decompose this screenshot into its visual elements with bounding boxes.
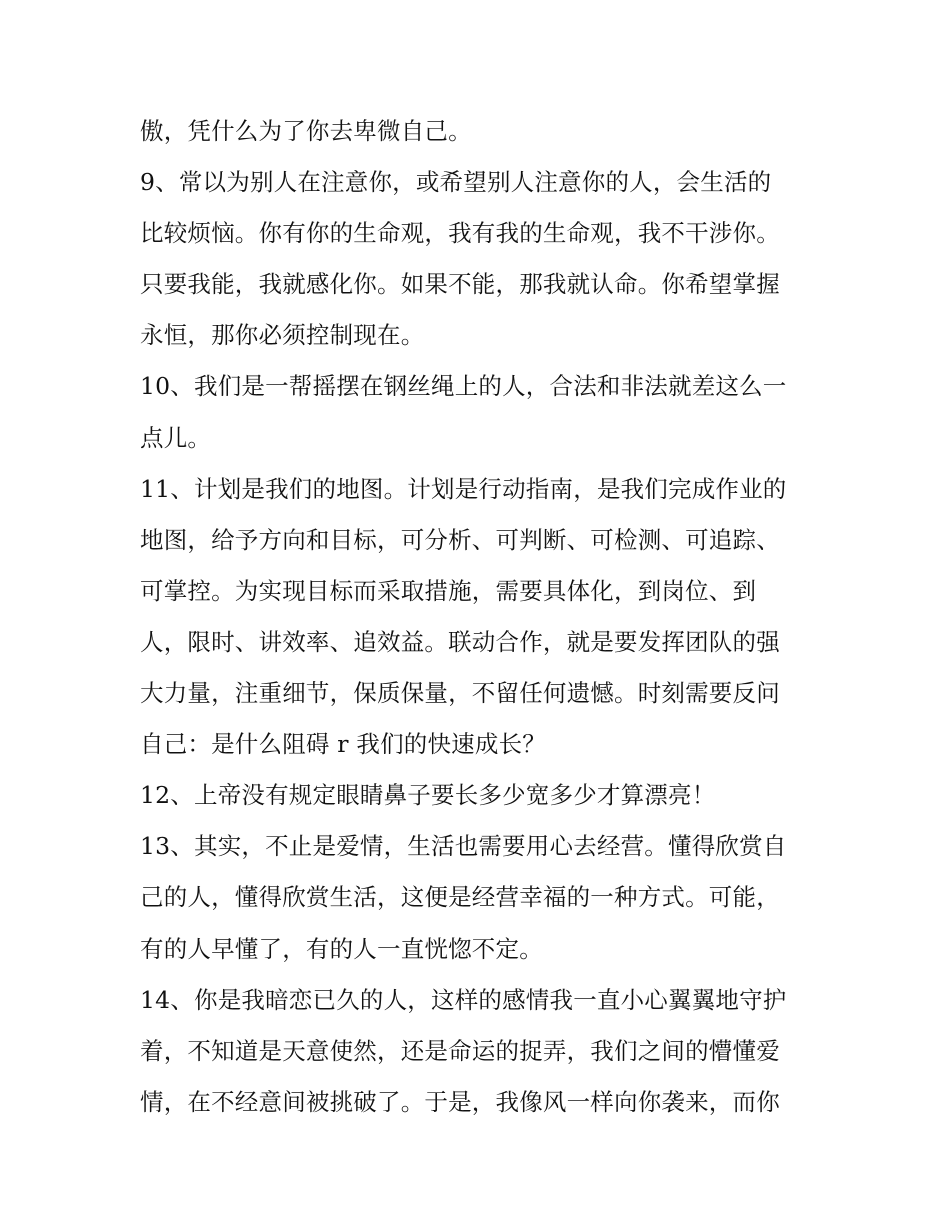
text-line: 13、其实，不止是爱情，生活也需要用心去经营。懂得欣赏自	[140, 832, 787, 861]
text-line: 大力量，注重细节，保质保量，不留任何遗憾。时刻需要反问	[140, 679, 780, 708]
text-line: 可掌控。为实现目标而采取措施，需要具体化，到岗位、到	[140, 576, 757, 605]
text-line: 永恒，那你必须控制现在。	[140, 321, 425, 350]
text-line: 地图，给予方向和目标，可分析、可判断、可检测、可追踪、	[140, 525, 780, 554]
text-line: 14、你是我暗恋已久的人，这样的感情我一直小心翼翼地守护	[140, 985, 787, 1014]
body-text	[140, 106, 830, 1128]
text-line: 11、计划是我们的地图。计划是行动指南，是我们完成作业的	[140, 474, 787, 503]
text-line: 点儿。	[140, 423, 212, 452]
text-line: 己的人，懂得欣赏生活，这便是经营幸福的一种方式。可能，	[140, 883, 780, 912]
text-line: 人，限时、讲效率、追效益。联动合作，就是要发挥团队的强	[140, 627, 780, 656]
text-line: 着，不知道是天意使然，还是命运的捉弄，我们之间的懵懂爱	[140, 1036, 780, 1065]
text-line: 12、上帝没有规定眼睛鼻子要长多少宽多少才算漂亮！	[140, 781, 716, 810]
text-line: 自己：是什么阻碍 r 我们的快速成长？	[140, 730, 546, 759]
text-line: 有的人早懂了，有的人一直恍惚不定。	[140, 934, 543, 963]
text-line: 只要我能，我就感化你。如果不能，那我就认命。你希望掌握	[140, 270, 780, 299]
text-line: 情，在不经意间被挑破了。于是，我像风一样向你袭来，而你	[140, 1087, 780, 1116]
text-line: 傲，凭什么为了你去卑微自己。	[140, 117, 472, 145]
text-line: 比较烦恼。你有你的生命观，我有我的生命观，我不干涉你。	[140, 219, 780, 248]
text-line: 10、我们是一帮摇摆在钢丝绳上的人，合法和非法就差这么一	[140, 372, 787, 401]
text-line: 9、常以为别人在注意你，或希望别人注意你的人，会生活的	[140, 168, 772, 197]
